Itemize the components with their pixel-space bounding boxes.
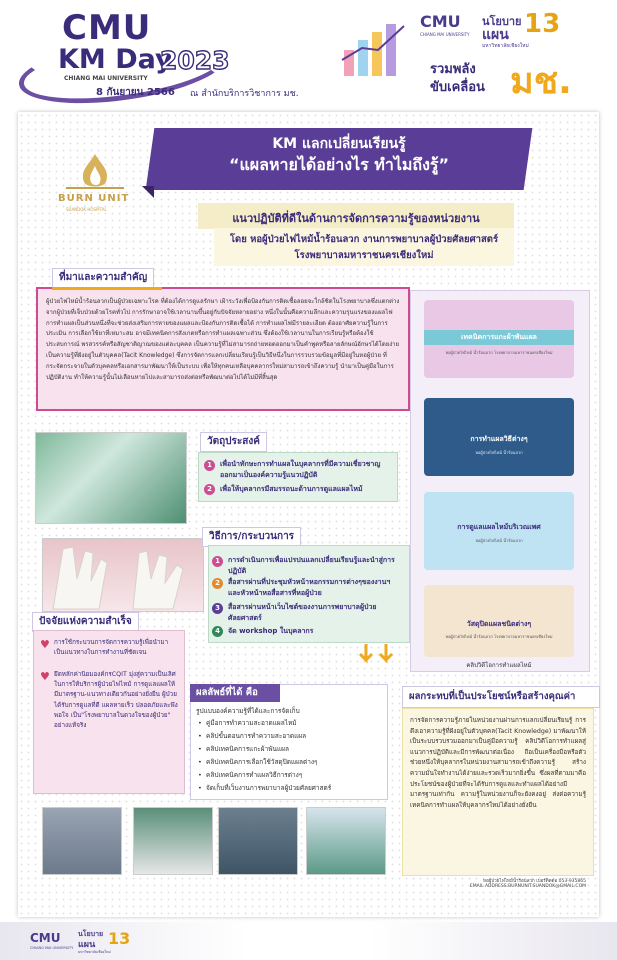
wound-care-photo: [35, 432, 187, 524]
number-badge: 1: [204, 460, 215, 471]
policy-label: นโยบาย: [482, 15, 522, 28]
footer-plan: แผน: [78, 940, 96, 950]
authors-line1: โดย หอผู้ป่วยไฟไหม้น้ำร้อนลวก งานการพยาบาลผู้ป่วยศัลยศาสตร์: [229, 234, 499, 245]
brand-sub: CHIANG MAI UNIVERSITY: [64, 75, 148, 82]
clip-card[interactable]: [424, 300, 574, 378]
footer-university: มหาวิทยาลัยเชียงใหม่: [78, 950, 111, 954]
bandaged-hands-photo: [42, 538, 204, 612]
poster-title-line2: “แผลหายได้อย่างไร ทำไมถึงรู้”: [228, 155, 450, 174]
slogan-line2: ขับเคลื่อน: [430, 80, 485, 95]
brand-km-day: KM Day: [58, 44, 173, 75]
slogan-line1: รวมพลัง: [430, 62, 476, 77]
burn-unit-sub: SUANDOK HOSPITAL: [66, 207, 107, 212]
results-item: คลิปขั้นตอนการทำความสะอาดแผล: [206, 732, 307, 740]
number-badge: 1: [212, 556, 223, 567]
clip-card-sub: หอผู้ป่วยไฟไหม้ น้ำร้อนลวก โรงพยาบาลมหาราชนครเชียงใหม่: [445, 634, 553, 639]
workshop-photo: [42, 807, 122, 875]
number-badge: 2: [204, 484, 215, 495]
right-cmu-sub: CHIANG MAI UNIVERSITY: [420, 32, 470, 37]
footer-plan-number: 13: [108, 929, 131, 948]
workshop-photo: [218, 807, 298, 875]
number-badge: 2: [212, 578, 223, 589]
benefits-heading: ผลกระทบที่เป็นประโยชน์หรือสร้างคุณค่า: [402, 686, 600, 708]
methods-heading: วิธีการ/กระบวนการ: [202, 527, 301, 547]
ribbon-fold: [142, 186, 154, 198]
brand-cmu: CMU: [62, 8, 152, 48]
footer-cmu-sub: CHIANG MAI UNIVERSITY: [30, 946, 74, 950]
method-item: สื่อสารผ่านที่ประชุมหัวหน้าหอกรรมการต่างๆของงานฯ และหัวหน้าหอสื่อสารที่หอผู้ป่วย: [228, 578, 391, 597]
results-bullet: •: [198, 784, 202, 792]
clip-card-title: วัสดุปิดแผลชนิดต่างๆ: [466, 620, 532, 628]
method-item: จัด workshop ในบุคลากร: [228, 627, 314, 635]
results-item: คลิปเทคนิคการแกะผ้าพันแผล: [206, 745, 289, 753]
objective-item: เพื่อนำทักษะการทำแผลในบุคลากรที่มีความเชี่ยวชาญออกมาเป็นองค์ความรู้แนวปฏิบัติ: [220, 460, 381, 479]
poster-title-line1: KM แลกเปลี่ยนเรียนรู้: [272, 136, 406, 152]
burn-unit-name: BURN UNIT: [58, 193, 130, 204]
results-item: จัดเก็บที่เว็บงานการพยาบาลผู้ป่วยศัลยศาสตร์: [206, 784, 332, 792]
contact-phone: หอผู้ป่วยไฟไหม้น้ำร้อนลวก เบอร์ติดต่อ 053-935865: [482, 879, 586, 884]
success-item: การใช้กระบวนการจัดการความรู้เพื่อนำมาเป็นแนวทางในการทำงานที่ชัดเจน: [54, 639, 169, 657]
benefits-text: การจัดการความรู้ภายในหน่วยงานผ่านการแลกเปลี่ยนเรียนรู้ การดึงเอาความรู้ที่ฝังอยู่ในตัวบุคคล(Tacit Knowledge) มาพัฒนาให้เป็นระบบรวบรวมออกมาเป็นคู่มือความรู้ คลิปวิดีโอการทำแผลสู่แนวการปฏิบัติและมีการพัฒนาต่อเนื่อง ถือเป็นเครื่องมือหรือตัวช่วยหนึ่งให้บุคลากรในหน่วยงานสามารถเข้าถึงความรู้ สร้างความมั่นใจทำงานได้ง่ายและรวดเร็วมากยิ่งขึ้น ซึ่งผลที่ตามมาคือ ประโยชน์ของผู้ป่วยที่จะได้รับการดูแลและทำแผลได้อย่างมีมาตรฐานเท่ากัน ความรู้ในหน่วยงานก็จะยังคงอยู่ ส่งต่อความรู้ เทคนิคการทำแผลให้บุคลากรใหม่ได้อย่างยั่งยืน: [410, 717, 586, 809]
results-bullet: •: [198, 771, 202, 779]
background-heading: ที่มาและความสำคัญ: [52, 268, 154, 288]
clip-caption: คลิปวิดีโอการทำแผลไหม้: [466, 662, 532, 669]
results-bullet: •: [198, 719, 202, 727]
results-bullet: •: [198, 745, 202, 753]
slogan-mch: มช.: [510, 61, 572, 102]
footer-cmu-logo: CMU: [30, 931, 61, 945]
background-heading-bar: [52, 287, 162, 290]
workshop-photo: [306, 807, 386, 875]
right-cmu-logo: CMU: [420, 12, 461, 31]
method-item: การดำเนินการเพื่อแปรปนแลกเปลี่ยนเรียนรู้และนำสู่การปฏิบัติ: [228, 556, 395, 575]
objectives-heading: วัตถุประสงค์: [200, 432, 267, 452]
contact-email: EMAIL ADDRESS:BURNUNIT.SUANDOK@GMAIL.COM: [469, 884, 586, 889]
brand-year: 2023: [160, 46, 230, 75]
subtitle: แนวปฏิบัติที่ดีในด้านการจัดการความรู้ของหน่วยงาน: [232, 212, 480, 225]
workshop-photo: [133, 807, 213, 875]
clip-card-title: เทคนิคการแกะผ้าพันแผล: [424, 330, 574, 345]
objective-item: เพื่อให้บุคลากรมีสมรรถนะด้านการดูแลแผลไหม้: [220, 485, 363, 493]
results-heading: ผลลัพธ์ที่ได้ คือ: [190, 684, 280, 702]
plan-label: แผน: [482, 27, 509, 43]
plan-number: 13: [524, 9, 561, 39]
results-bullet: •: [198, 758, 202, 766]
heart-icon: ♥: [40, 638, 50, 651]
clip-card[interactable]: [424, 492, 574, 570]
footer-policy: นโยบาย: [78, 930, 104, 938]
event-date: 8 กันยายน 2566: [96, 87, 175, 98]
down-arrows-icon: [358, 640, 398, 670]
university-label: มหาวิทยาลัยเชียงใหม่: [482, 43, 529, 49]
results-intro: รูปแบบองค์ความรู้ที่ได้และการจัดเก็บ: [196, 707, 300, 715]
method-item: สื่อสารผ่านหน้าเว็บไซต์ของงานการพยาบาลผู้ป่วยศัลยศาสตร์: [228, 603, 377, 622]
bandaged-hand-icon: [43, 539, 203, 611]
clip-card-title: การดูแลแผลไหม้บริเวณเพศ: [457, 523, 541, 531]
clip-card[interactable]: [424, 398, 574, 476]
number-badge: 4: [212, 626, 223, 637]
results-item: คลิปเทคนิคการเลือกใช้วัสดุปิดแผลต่างๆ: [206, 758, 318, 766]
clip-card-sub: หอผู้ป่วยไฟไหม้ น้ำร้อนลวก: [475, 538, 523, 543]
event-venue: ณ สำนักบริการวิชาการ มช.: [190, 89, 299, 99]
authors-line2: โรงพยาบาลมหาราชนครเชียงใหม่: [294, 250, 434, 261]
success-item: ยึดหลักค่านิยมองค์กรCQIT มุ่งสู่ความเป็นเลิศในการให้บริการผู้ป่วยไฟไหม้ การดูแลแผลให้มีมาตรฐาน-แนวทางเดียวกันอย่างยั่งยืน ผู้ป่วยได้รับการดูแลที่ดี แผลหายเร็ว ปลอดภัยและพึงพอใจ เป็น"โรงพยาบาลในดวงใจของผู้ป่วย" อย่างแท้จริง: [54, 671, 178, 730]
clip-card-sub: หอผู้ป่วยไฟไหม้ น้ำร้อนลวก: [475, 450, 523, 455]
heart-icon: ♥: [40, 670, 50, 683]
clip-card-sub: หอผู้ป่วยไฟไหม้ น้ำร้อนลวก โรงพยาบาลมหาราชนครเชียงใหม่: [445, 350, 553, 355]
clip-card[interactable]: [424, 585, 574, 657]
results-item: คู่มือการทำความสะอาดแผลไหม้: [206, 719, 297, 727]
results-bullet: •: [198, 732, 202, 740]
bar-chart-illustration-icon: [338, 20, 416, 80]
results-item: คลิปเทคนิคการทำแผลวิธีการต่างๆ: [206, 771, 303, 779]
background-text: ผู้ป่วยไฟไหม้น้ำร้อนลวกเป็นผู้ป่วยเฉพาะโรค ที่ต้องได้การดูแลรักษา เฝ้าระวังเพื่อป้องกันการติดเชื้อลอยจะใกล้ชิดในโรงพยาบาลซึ่งแตกต่างจากผู้ป่วยที่เจ็บป่วยด้วยโรคทั่วไป การรักษาอาจใช้เวลานานขึ้นอยู่กับปัจจัยหลายอย่าง หนึ่งในนั้นคือความลึกและความรุนแรงของแผลไฟ การทำแผลเป็นส่วนหนึ่งที่จะช่วยส่งเสริมการหายของแผลและป้องกันการติดเชื้อได้ การทำแผลไฟมีรายละเอียด ต้องอาศัยความรู้ในการประเมิน การเลือกใช้ยาที่เหมาะสม อาจมีเทคนิคการสังเกตหรือการทำแผลเฉพาะส่วน ซึ่งต้องใช้เวลานานในการเรียนรู้หรือต้องใช้ประสบการณ์ พรสวรรค์หรือสัญชาติญาณของแต่ละบุคคล เป็นความรู้ที่ไม่สามารถถ่ายทอดออกมาเป็นคำพูดหรือลายลักษณ์อักษรได้โดยง่าย เป็นความรู้ที่ฝังอยู่ในตัวบุคคล(Tacit Knowledge) ซึ่งการจัดการแลกเปลี่ยนเรียนรู้เป็นวิธีหนึ่งในการรวบรวมข้อมูลที่มีอยู่ในหอผู้ป่วย ที่กระจัดกระจายในตัวบุคคลหรือเอกสารมาพัฒนาให้เป็นระบบ เพื่อให้ทุกคนเหลือบุคคลากรใหม่สามารถเข้าถึงความรู้ นำมาเป็นคู่มือในการปฏิบัติงาน ทำให้ความรู้นั้นไม่เลือนหายไปและสามารถส่งต่อหรือพัฒนาต่อไปได้ไม่มีที่สิ้นสุด: [46, 298, 400, 381]
success-heading: ปัจจัยแห่งความสำเร็จ: [32, 612, 139, 632]
number-badge: 3: [212, 603, 223, 614]
flame-logo-icon: [58, 152, 132, 192]
clip-card-title: การทำแผลวิธีต่างๆ: [470, 435, 528, 443]
